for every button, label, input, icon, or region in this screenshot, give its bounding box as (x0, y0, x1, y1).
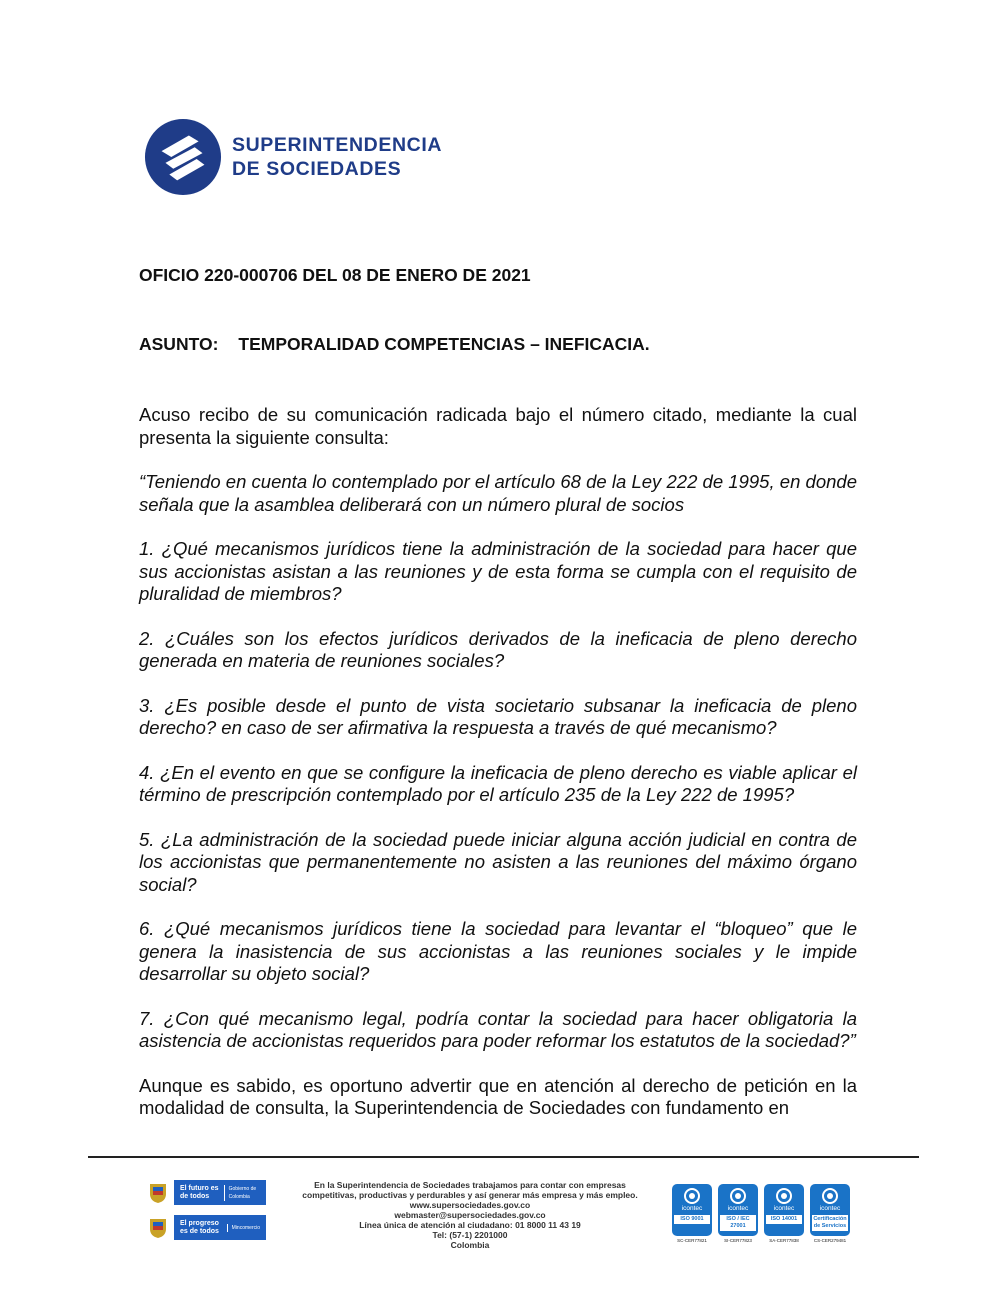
cert-code: SA-CER77838 (769, 1238, 799, 1243)
cert-iso-9001 (672, 1184, 712, 1243)
footer-info (280, 1180, 660, 1250)
cert-services (810, 1184, 850, 1243)
question-7: 7. ¿Con qué mecanismo legal, podría contar la sociedad para hacer obligatoria la asistencia de accionistas requeridos para poder reformar los estatutos de la sociedad?” (139, 1007, 857, 1051)
cert-brand: icontec (727, 1205, 749, 1212)
gov-badge-progreso (148, 1215, 266, 1240)
gov-badge-sub: Gobierno de Colombia (224, 1185, 260, 1201)
footer-mission-2: competitivas, productivas y perdurables y así generar más empresa y más empleo. (302, 1190, 638, 1200)
org-name (232, 133, 442, 181)
cert-iso-14001 (764, 1184, 804, 1243)
question-5: 5. ¿La administración de la sociedad puede iniciar alguna acción judicial en contra de los accionistas que permanentemente no asisten a las reuniones del máximo órgano social? (139, 828, 857, 895)
closing-paragraph: Aunque es sabido, es oportuno advertir que en atención al derecho de petición en la modalidad de consulta, la Superintendencia de Sociedades con fundamento en (139, 1074, 857, 1118)
org-logo (144, 118, 442, 196)
cert-brand: icontec (819, 1205, 841, 1212)
footer-email: webmaster@supersociedades.gov.co (394, 1210, 546, 1220)
quote-intro: “Teniendo en cuenta lo contemplado por el artículo 68 de la Ley 222 de 1995, en donde señala que la asamblea deliberará con un número plural de socios (139, 471, 857, 515)
supersociedades-logo-icon (144, 118, 222, 196)
gov-badge-bar (174, 1215, 266, 1240)
document-subject (139, 334, 857, 355)
cert-brand: icontec (681, 1205, 703, 1212)
cert-code: SC-CER77821 (677, 1238, 707, 1243)
question-6: 6. ¿Qué mecanismos jurídicos tiene la sociedad para levantar el “bloqueo” que le genera la inasistencia de sus accionistas a las reuniones sociales y le impide desarrollar su objeto social? (139, 918, 857, 984)
icontec-icon (730, 1188, 746, 1204)
cert-iso-27001 (718, 1184, 758, 1243)
question-1: 1. ¿Qué mecanismos jurídicos tiene la administración de la sociedad para hacer que sus accionistas asistan a las reuniones y de esta forma se cumpla con el requisito de pluralidad de miembros? (139, 538, 857, 604)
footer-website: www.supersociedades.gov.co (409, 1200, 531, 1210)
icontec-icon (776, 1188, 792, 1204)
org-name-line2: DE SOCIEDADES (232, 158, 402, 180)
colombia-shield-icon (148, 1217, 168, 1239)
cert-brand: icontec (773, 1205, 795, 1212)
footer-divider (88, 1156, 919, 1158)
cert-standard: ISO 9001 (674, 1215, 710, 1224)
footer-hotline: Línea única de atención al ciudadano: 01 8000 11 43 19 (359, 1220, 581, 1230)
intro-paragraph: Acuso recibo de su comunicación radicada bajo el número citado, mediante la cual presenta la siguiente consulta: (139, 404, 857, 448)
gov-badge-bar (174, 1180, 266, 1205)
gov-badge-title: El futuro es de todos (180, 1184, 219, 1200)
cert-standard: Certificación de Servicios (813, 1216, 847, 1229)
question-4: 4. ¿En el evento en que se configure la ineficacia de pleno derecho es viable aplicar el término de prescripción contemplado por el artículo 235 de la Ley 222 de 1995? (139, 761, 857, 805)
icontec-icon (822, 1188, 838, 1204)
subject-label: ASUNTO: (139, 334, 219, 354)
gov-badge-sub: Mincomercio (227, 1224, 260, 1232)
subject-text: TEMPORALIDAD COMPETENCIAS – INEFICACIA. (238, 334, 650, 354)
icontec-icon (684, 1188, 700, 1204)
cert-standard: ISO 14001 (766, 1215, 802, 1224)
question-3: 3. ¿Es posible desde el punto de vista societario subsanar la ineficacia de pleno derecho? en caso de ser afirmativa la respuesta a través de qué mecanismo? (139, 694, 857, 738)
gov-badge-futuro (148, 1180, 266, 1205)
colombia-shield-icon (148, 1182, 168, 1204)
certifications (672, 1184, 850, 1243)
org-name-line1: SUPERINTENDENCIA (232, 134, 443, 156)
gov-badge-title: El progreso es de todos (180, 1219, 219, 1235)
document-body (139, 265, 857, 1120)
cert-code: CS-CER279481 (813, 1238, 847, 1243)
footer-country: Colombia (450, 1240, 490, 1250)
cert-standard: ISO / IEC 27001 (720, 1215, 756, 1231)
question-2: 2. ¿Cuáles son los efectos jurídicos derivados de la ineficacia de pleno derecho generada en materia de reuniones sociales? (139, 627, 857, 671)
footer-mission-1: En la Superintendencia de Sociedades trabajamos para contar con empresas (314, 1180, 626, 1190)
document-reference: OFICIO 220-000706 DEL 08 DE ENERO DE 2021 (139, 265, 531, 285)
cert-code: SI-CER77823 (724, 1238, 752, 1243)
footer-phone: Tel: (57-1) 2201000 (432, 1230, 508, 1240)
